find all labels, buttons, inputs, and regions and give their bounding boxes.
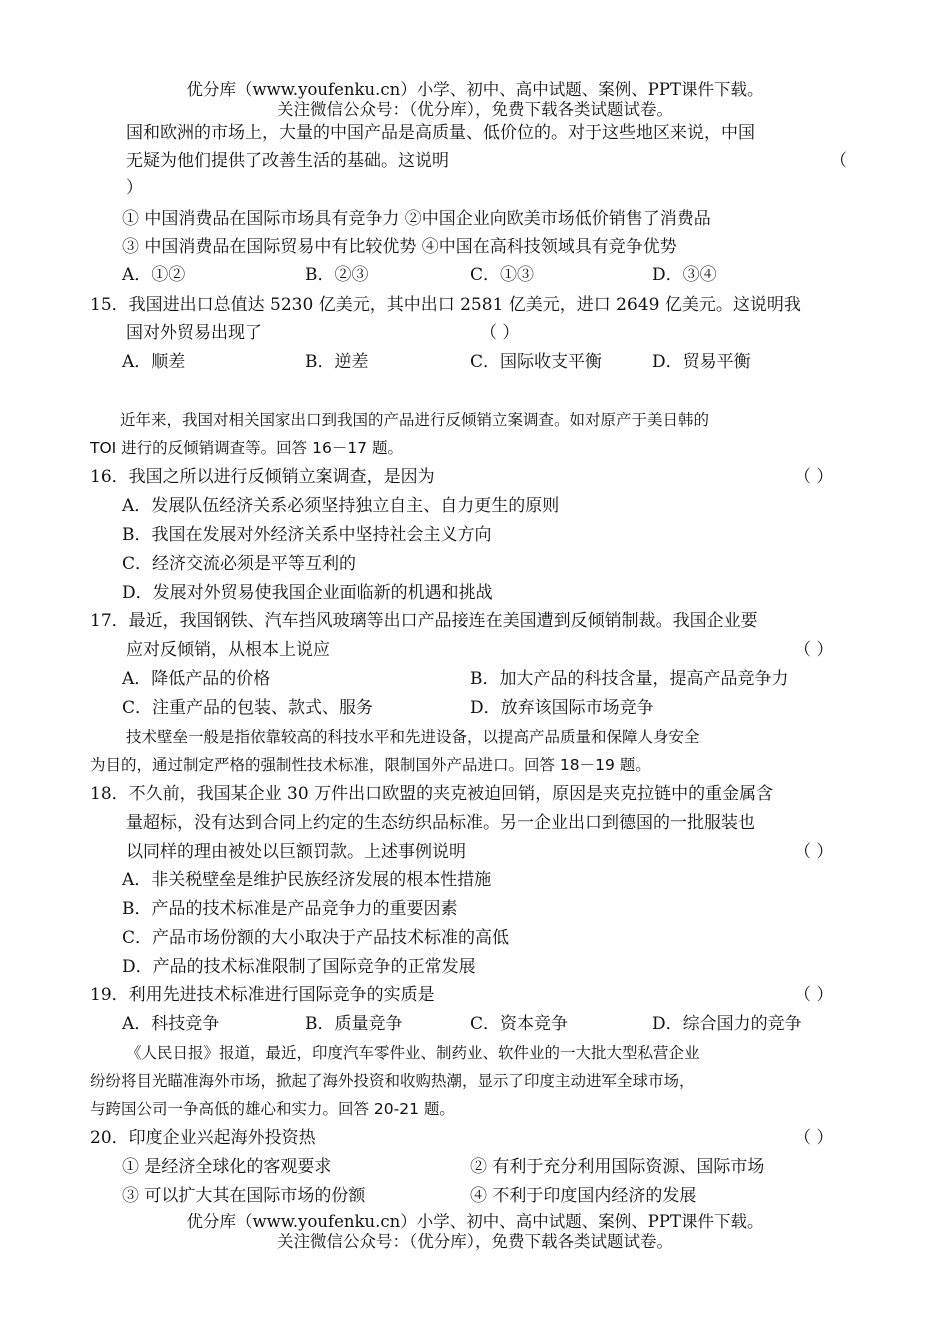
q15-option-a: A．顺差 [122,352,186,372]
q19-option-a: A．科技竞争 [122,1014,220,1034]
q20-statement-3: ③ 可以扩大其在国际市场的份额 [122,1186,366,1206]
q20-answer-paren: （ ） [794,1128,834,1148]
header-line-1: 优分库（www.youfenku.cn）小学、初中、高中试题、案例、PPT课件下载。 [186,80,764,99]
q20-stem: 20．印度企业兴起海外投资热 [90,1128,316,1148]
q16-stem: 16．我国之所以进行反倾销立案调查，是因为 [90,467,435,487]
q15-option-b: B．逆差 [305,352,369,372]
q18-option-c: C．产品市场份额的大小取决于产品技术标准的高低 [122,928,510,948]
q14-option-b: B．②③ [305,265,369,285]
q16-option-d: D．发展对外贸易使我国企业面临新的机遇和挑战 [122,583,493,603]
intro-16-17-line-2: TOI 进行的反倾销调查等。回答 16－17 题。 [90,439,403,457]
intro-20-21-line-1: 《人民日报》报道，最近，印度汽车零件业、制药业、软件业的一大批大型私营企业 [126,1044,700,1062]
q16-answer-paren: （ ） [794,467,834,487]
q20-statement-4: ④ 不利于印度国内经济的发展 [470,1186,697,1206]
q20-statement-1: ① 是经济全球化的客观要求 [122,1157,332,1177]
footer-line-2: 关注微信公众号：（优分库），免费下载各类试题试卷。 [277,1232,673,1251]
q18-option-a: A．非关税壁垒是维护民族经济发展的根本性措施 [122,870,492,890]
q16-option-b: B．我国在发展对外经济关系中坚持社会主义方向 [122,525,492,545]
q14-answer-paren-open: （ [830,151,847,171]
q17-stem-1: 17．最近，我国钢铁、汽车挡风玻璃等出口产品接连在美国遭到反倾销制裁。我国企业要 [90,611,758,631]
q17-answer-paren: （ ） [794,640,834,660]
q14-statement-2: ③ 中国消费品在国际贸易中有比较优势 ④中国在高科技领域具有竞争优势 [122,237,677,257]
q14-option-d: D．③④ [652,265,717,285]
q14-option-c: C．①③ [470,265,535,285]
q18-stem-1: 18．不久前，我国某企业 30 万件出口欧盟的夹克被迫回销，原因是夹克拉链中的重金属含 [90,784,774,804]
q18-option-b: B．产品的技术标准是产品竞争力的重要因素 [122,899,458,919]
footer-line-1: 优分库（www.youfenku.cn）小学、初中、高中试题、案例、PPT课件下载。 [186,1212,764,1231]
intro-18-19-line-1: 技术壁垒一般是指依靠较高的科技水平和先进设备，以提高产品质量和保障人身安全 [126,728,700,746]
q17-option-d: D．放弃该国际市场竞争 [470,698,654,718]
q18-option-d: D．产品的技术标准限制了国际竞争的正常发展 [122,957,476,977]
q14-statement-1: ① 中国消费品在国际市场具有竞争力 ②中国企业向欧美市场低价销售了消费品 [122,209,711,229]
q15-stem-2: 国对外贸易出现了 [126,323,262,343]
q15-option-d: D．贸易平衡 [652,352,751,372]
header-line-2: 关注微信公众号：（优分库），免费下载各类试题试卷。 [277,100,673,119]
q14-continuation-1: 国和欧洲的市场上，大量的中国产品是高质量、低价位的。对于这些地区来说，中国 [126,123,755,143]
q18-answer-paren: （ ） [794,842,834,862]
q18-stem-2: 量超标，没有达到合同上约定的生态纺织品标准。另一企业出口到德国的一批服装也 [126,813,755,833]
q19-option-c: C．资本竞争 [470,1014,569,1034]
q15-stem-1: 15．我国进出口总值达 5230 亿美元，其中出口 2581 亿美元，进口 2649 亿美元。这说明我 [90,295,801,315]
q19-stem: 19．利用先进技术标准进行国际竞争的实质是 [90,985,435,1005]
q14-continuation-2: 无疑为他们提供了改善生活的基础。这说明 [126,151,449,171]
q17-stem-2: 应对反倾销，从根本上说应 [126,640,330,660]
q19-answer-paren: （ ） [794,985,834,1005]
q16-option-c: C．经济交流必须是平等互利的 [122,554,357,574]
q19-option-b: B．质量竞争 [305,1014,403,1034]
q19-option-d: D．综合国力的竞争 [652,1014,802,1034]
intro-20-21-line-3: 与跨国公司一争高低的雄心和实力。回答 20-21 题。 [90,1100,455,1118]
q16-option-a: A．发展队伍经济关系必须坚持独立自主、自力更生的原则 [122,496,560,516]
intro-20-21-line-2: 纷纷将目光瞄准海外市场，掀起了海外投资和收购热潮，显示了印度主动进军全球市场， [90,1072,695,1090]
q17-option-a: A．降低产品的价格 [122,669,271,689]
q17-option-b: B．加大产品的科技含量，提高产品竞争力 [470,669,789,689]
q17-option-c: C．注重产品的包装、款式、服务 [122,698,374,718]
q14-answer-paren-close: ） [126,178,143,198]
intro-16-17-line-1: 近年来，我国对相关国家出口到我国的产品进行反倾销立案调查。如对原产于美日韩的 [120,411,710,429]
q20-statement-2: ② 有利于充分利用国际资源、国际市场 [470,1157,765,1177]
q14-option-a: A．①② [122,265,186,285]
q18-stem-3: 以同样的理由被处以巨额罚款。上述事例说明 [126,842,466,862]
intro-18-19-line-2: 为目的，通过制定严格的强制性技术标准，限制国外产品进口。回答 18－19 题。 [90,756,651,774]
q15-option-c: C．国际收支平衡 [470,352,603,372]
q15-answer-paren: （ ） [480,323,520,343]
